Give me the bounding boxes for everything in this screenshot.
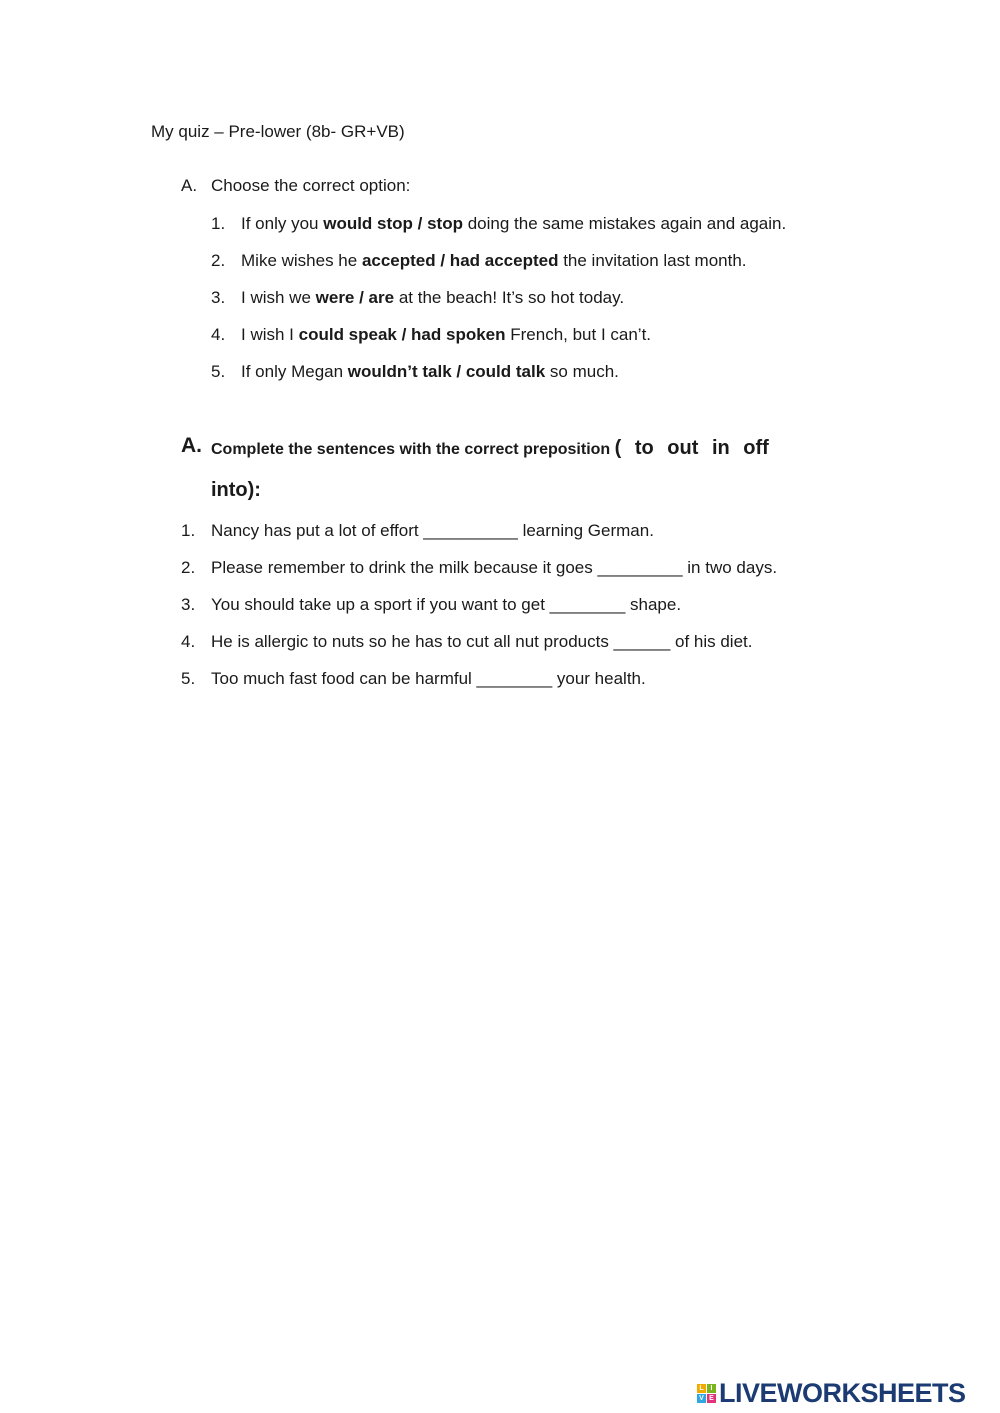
question-text-before: I wish we xyxy=(241,288,316,307)
question-item xyxy=(211,322,786,359)
preposition-options: ( to out in off xyxy=(614,437,769,459)
logo-mark-cell: V xyxy=(697,1394,706,1403)
gap-fill-item[interactable] xyxy=(181,592,777,629)
question-text-before: Mike wishes he xyxy=(241,251,362,270)
section-b-instruction: Complete the sentences with the correct preposition xyxy=(211,441,615,458)
answer-options[interactable]: wouldn’t talk / could talk xyxy=(347,362,546,381)
question-text-after: the invitation last month. xyxy=(558,251,747,270)
question-text-after: so much. xyxy=(545,362,619,381)
question-number: 1. xyxy=(211,214,226,233)
gap-fill-text: Too much fast food can be harmful ________ your health. xyxy=(211,669,646,688)
question-item xyxy=(211,248,786,285)
gap-fill-item[interactable] xyxy=(181,518,777,555)
question-text-before: If only you xyxy=(241,214,324,233)
section-a-instruction: Choose the correct option: xyxy=(211,176,411,195)
question-number: 2. xyxy=(181,558,196,577)
question-text-after: at the beach! It’s so hot today. xyxy=(394,288,625,307)
gap-fill-item[interactable] xyxy=(181,555,777,592)
answer-options[interactable]: were / are xyxy=(315,288,395,307)
question-item xyxy=(211,285,786,322)
gap-fill-item[interactable] xyxy=(181,666,777,703)
logo-mark-cell: L xyxy=(697,1384,706,1393)
question-text-after: French, but I can’t. xyxy=(505,325,652,344)
page-title: My quiz – Pre-lower (8b- GR+VB) xyxy=(151,122,405,141)
gap-fill-item[interactable] xyxy=(181,629,777,666)
question-number: 1. xyxy=(181,521,196,540)
question-text-after: doing the same mistakes again and again. xyxy=(462,214,787,233)
question-number: 3. xyxy=(181,595,196,614)
section-a-question-list xyxy=(211,211,786,396)
liveworksheets-logo-icon xyxy=(697,1384,716,1403)
question-number: 3. xyxy=(211,288,226,307)
gap-fill-text: He is allergic to nuts so he has to cut all nut products ______ of his diet. xyxy=(211,632,753,651)
liveworksheets-logo[interactable] xyxy=(697,1378,966,1408)
question-text-before: I wish I xyxy=(241,325,299,344)
gap-fill-text: You should take up a sport if you want to get ________ shape. xyxy=(211,595,682,614)
section-a-letter: A. xyxy=(181,176,198,195)
answer-options[interactable]: would stop / stop xyxy=(323,214,463,233)
gap-fill-text: Please remember to drink the milk because it goes _________ in two days. xyxy=(211,558,778,577)
logo-mark-cell: I xyxy=(707,1384,716,1393)
question-item xyxy=(211,359,786,396)
question-number: 5. xyxy=(181,669,196,688)
question-text-before: If only Megan xyxy=(241,362,348,381)
question-item xyxy=(211,211,786,248)
question-number: 5. xyxy=(211,362,226,381)
section-a-heading xyxy=(181,176,410,196)
section-b-question-list xyxy=(181,518,777,703)
answer-options[interactable]: accepted / had accepted xyxy=(361,251,559,270)
logo-text: LIVEWORKSHEETS xyxy=(719,1377,966,1408)
preposition-options-continued: into): xyxy=(211,479,261,501)
gap-fill-text: Nancy has put a lot of effort __________ learning German. xyxy=(211,521,654,540)
question-number: 2. xyxy=(211,251,226,270)
question-number: 4. xyxy=(181,632,196,651)
question-number: 4. xyxy=(211,325,226,344)
answer-options[interactable]: could speak / had spoken xyxy=(298,325,506,344)
section-b-letter: A. xyxy=(181,434,202,457)
logo-mark-cell: E xyxy=(707,1394,716,1403)
